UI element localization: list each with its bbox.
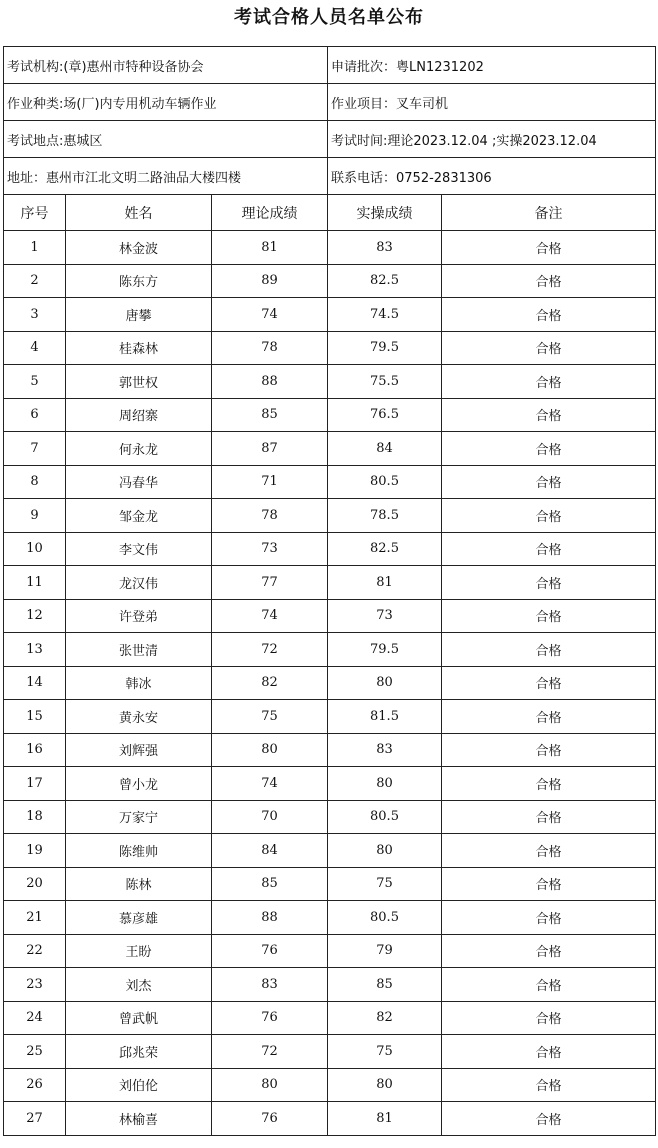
cell-remark: 合格 <box>442 834 656 868</box>
cell-practical-score: 83 <box>328 231 442 265</box>
table-row <box>4 733 656 767</box>
cell-name: 邹金龙 <box>66 499 212 533</box>
cell-index: 24 <box>4 1001 66 1035</box>
cell-theory-score: 78 <box>212 331 328 365</box>
cell-practical-score: 83 <box>328 733 442 767</box>
cell-practical-score: 82 <box>328 1001 442 1035</box>
exam-time: 考试时间:理论2023.12.04 ;实操2023.12.04 <box>328 121 656 158</box>
page-title: 考试合格人员名单公布 <box>234 7 424 28</box>
cell-index: 22 <box>4 934 66 968</box>
cell-index: 27 <box>4 1102 66 1136</box>
cell-theory-score: 80 <box>212 1068 328 1102</box>
cell-name: 陈维帅 <box>66 834 212 868</box>
cell-index: 4 <box>4 331 66 365</box>
cell-remark: 合格 <box>442 934 656 968</box>
table-row <box>4 934 656 968</box>
cell-remark: 合格 <box>442 733 656 767</box>
cell-index: 19 <box>4 834 66 868</box>
cell-remark: 合格 <box>442 432 656 466</box>
exam-org: 考试机构:(章)惠州市特种设备协会 <box>4 47 328 84</box>
cell-theory-score: 74 <box>212 767 328 801</box>
cell-practical-score: 76.5 <box>328 398 442 432</box>
cell-remark: 合格 <box>442 599 656 633</box>
cell-remark: 合格 <box>442 331 656 365</box>
table-row <box>4 867 656 901</box>
table-row <box>4 264 656 298</box>
cell-index: 18 <box>4 800 66 834</box>
cell-theory-score: 76 <box>212 934 328 968</box>
table-row <box>4 599 656 633</box>
cell-name: 林金波 <box>66 231 212 265</box>
cell-remark: 合格 <box>442 264 656 298</box>
cell-remark: 合格 <box>442 633 656 667</box>
table-row <box>4 298 656 332</box>
table-row <box>4 800 656 834</box>
cell-name: 李文伟 <box>66 532 212 566</box>
cell-practical-score: 75 <box>328 867 442 901</box>
table-row <box>4 767 656 801</box>
cell-practical-score: 81.5 <box>328 700 442 734</box>
cell-name: 刘伯伦 <box>66 1068 212 1102</box>
cell-remark: 合格 <box>442 767 656 801</box>
cell-practical-score: 80.5 <box>328 901 442 935</box>
cell-remark: 合格 <box>442 465 656 499</box>
cell-theory-score: 88 <box>212 365 328 399</box>
cell-theory-score: 75 <box>212 700 328 734</box>
cell-theory-score: 78 <box>212 499 328 533</box>
cell-practical-score: 84 <box>328 432 442 466</box>
cell-remark: 合格 <box>442 700 656 734</box>
cell-practical-score: 82.5 <box>328 264 442 298</box>
cell-name: 张世清 <box>66 633 212 667</box>
cell-name: 王盼 <box>66 934 212 968</box>
cell-index: 12 <box>4 599 66 633</box>
cell-practical-score: 81 <box>328 566 442 600</box>
cell-index: 5 <box>4 365 66 399</box>
cell-name: 冯春华 <box>66 465 212 499</box>
cell-practical-score: 80.5 <box>328 800 442 834</box>
cell-remark: 合格 <box>442 666 656 700</box>
info-row-location <box>4 121 656 158</box>
table-row <box>4 666 656 700</box>
cell-practical-score: 73 <box>328 599 442 633</box>
cell-theory-score: 76 <box>212 1001 328 1035</box>
cell-index: 16 <box>4 733 66 767</box>
cell-practical-score: 79 <box>328 934 442 968</box>
cell-name: 陈林 <box>66 867 212 901</box>
cell-theory-score: 85 <box>212 398 328 432</box>
cell-practical-score: 80 <box>328 666 442 700</box>
table-row <box>4 1068 656 1102</box>
cell-remark: 合格 <box>442 901 656 935</box>
cell-name: 桂森林 <box>66 331 212 365</box>
cell-theory-score: 87 <box>212 432 328 466</box>
cell-index: 10 <box>4 532 66 566</box>
table-row <box>4 1001 656 1035</box>
cell-name: 何永龙 <box>66 432 212 466</box>
cell-practical-score: 79.5 <box>328 331 442 365</box>
cell-theory-score: 71 <box>212 465 328 499</box>
cell-name: 郭世权 <box>66 365 212 399</box>
info-row-org <box>4 47 656 84</box>
cell-theory-score: 77 <box>212 566 328 600</box>
table-row <box>4 633 656 667</box>
table-row <box>4 834 656 868</box>
cell-index: 3 <box>4 298 66 332</box>
cell-theory-score: 85 <box>212 867 328 901</box>
cell-practical-score: 74.5 <box>328 298 442 332</box>
table-header-row <box>4 195 656 231</box>
cell-name: 刘杰 <box>66 968 212 1002</box>
cell-remark: 合格 <box>442 968 656 1002</box>
cell-name: 邱兆荣 <box>66 1035 212 1069</box>
cell-remark: 合格 <box>442 398 656 432</box>
cell-index: 23 <box>4 968 66 1002</box>
cell-index: 13 <box>4 633 66 667</box>
cell-name: 曾小龙 <box>66 767 212 801</box>
cell-index: 20 <box>4 867 66 901</box>
table-row <box>4 532 656 566</box>
results-table <box>3 46 656 1136</box>
cell-remark: 合格 <box>442 365 656 399</box>
table-row <box>4 231 656 265</box>
cell-practical-score: 81 <box>328 1102 442 1136</box>
cell-name: 刘辉强 <box>66 733 212 767</box>
cell-name: 周绍寨 <box>66 398 212 432</box>
table-row <box>4 700 656 734</box>
cell-practical-score: 80 <box>328 834 442 868</box>
cell-theory-score: 88 <box>212 901 328 935</box>
exam-location: 考试地点:惠城区 <box>4 121 328 158</box>
column-header-name: 姓名 <box>66 195 212 231</box>
cell-index: 9 <box>4 499 66 533</box>
cell-remark: 合格 <box>442 1001 656 1035</box>
cell-theory-score: 76 <box>212 1102 328 1136</box>
cell-practical-score: 75.5 <box>328 365 442 399</box>
cell-remark: 合格 <box>442 800 656 834</box>
table-row <box>4 566 656 600</box>
table-row <box>4 365 656 399</box>
cell-index: 17 <box>4 767 66 801</box>
table-row <box>4 465 656 499</box>
table-row <box>4 432 656 466</box>
cell-practical-score: 80.5 <box>328 465 442 499</box>
cell-index: 8 <box>4 465 66 499</box>
cell-theory-score: 72 <box>212 633 328 667</box>
cell-remark: 合格 <box>442 566 656 600</box>
column-header-practical-score: 实操成绩 <box>328 195 442 231</box>
cell-name: 龙汉伟 <box>66 566 212 600</box>
cell-index: 26 <box>4 1068 66 1102</box>
cell-name: 韩冰 <box>66 666 212 700</box>
cell-practical-score: 79.5 <box>328 633 442 667</box>
cell-practical-score: 80 <box>328 1068 442 1102</box>
info-row-address <box>4 158 656 195</box>
column-header-remark: 备注 <box>442 195 656 231</box>
cell-practical-score: 85 <box>328 968 442 1002</box>
cell-name: 万家宁 <box>66 800 212 834</box>
cell-remark: 合格 <box>442 499 656 533</box>
cell-remark: 合格 <box>442 231 656 265</box>
cell-theory-score: 72 <box>212 1035 328 1069</box>
cell-theory-score: 73 <box>212 532 328 566</box>
cell-theory-score: 84 <box>212 834 328 868</box>
address: 地址：惠州市江北文明二路油品大楼四楼 <box>4 158 328 195</box>
cell-index: 15 <box>4 700 66 734</box>
cell-name: 陈东方 <box>66 264 212 298</box>
contact-phone: 联系电话：0752-2831306 <box>328 158 656 195</box>
cell-name: 曾武帆 <box>66 1001 212 1035</box>
cell-index: 7 <box>4 432 66 466</box>
column-header-theory-score: 理论成绩 <box>212 195 328 231</box>
info-row-category <box>4 84 656 121</box>
cell-index: 21 <box>4 901 66 935</box>
cell-index: 14 <box>4 666 66 700</box>
cell-remark: 合格 <box>442 1068 656 1102</box>
work-item: 作业项目：叉车司机 <box>328 84 656 121</box>
cell-practical-score: 82.5 <box>328 532 442 566</box>
application-batch: 申请批次：粤LN1231202 <box>328 47 656 84</box>
cell-index: 11 <box>4 566 66 600</box>
table-row <box>4 398 656 432</box>
table-row <box>4 968 656 1002</box>
cell-remark: 合格 <box>442 867 656 901</box>
table-row <box>4 1035 656 1069</box>
cell-remark: 合格 <box>442 1035 656 1069</box>
cell-practical-score: 78.5 <box>328 499 442 533</box>
cell-name: 慕彦雄 <box>66 901 212 935</box>
cell-theory-score: 82 <box>212 666 328 700</box>
cell-index: 25 <box>4 1035 66 1069</box>
cell-theory-score: 83 <box>212 968 328 1002</box>
cell-name: 黄永安 <box>66 700 212 734</box>
column-header-index: 序号 <box>4 195 66 231</box>
cell-practical-score: 80 <box>328 767 442 801</box>
cell-index: 6 <box>4 398 66 432</box>
cell-theory-score: 89 <box>212 264 328 298</box>
cell-remark: 合格 <box>442 1102 656 1136</box>
table-row <box>4 499 656 533</box>
table-row <box>4 1102 656 1136</box>
cell-practical-score: 75 <box>328 1035 442 1069</box>
cell-index: 2 <box>4 264 66 298</box>
table-row <box>4 331 656 365</box>
cell-theory-score: 81 <box>212 231 328 265</box>
cell-theory-score: 74 <box>212 599 328 633</box>
cell-remark: 合格 <box>442 532 656 566</box>
work-category: 作业种类:场(厂)内专用机动车辆作业 <box>4 84 328 121</box>
cell-theory-score: 70 <box>212 800 328 834</box>
cell-remark: 合格 <box>442 298 656 332</box>
table-row <box>4 901 656 935</box>
cell-name: 林榆喜 <box>66 1102 212 1136</box>
cell-name: 唐攀 <box>66 298 212 332</box>
cell-theory-score: 74 <box>212 298 328 332</box>
cell-name: 许登弟 <box>66 599 212 633</box>
cell-index: 1 <box>4 231 66 265</box>
cell-theory-score: 80 <box>212 733 328 767</box>
